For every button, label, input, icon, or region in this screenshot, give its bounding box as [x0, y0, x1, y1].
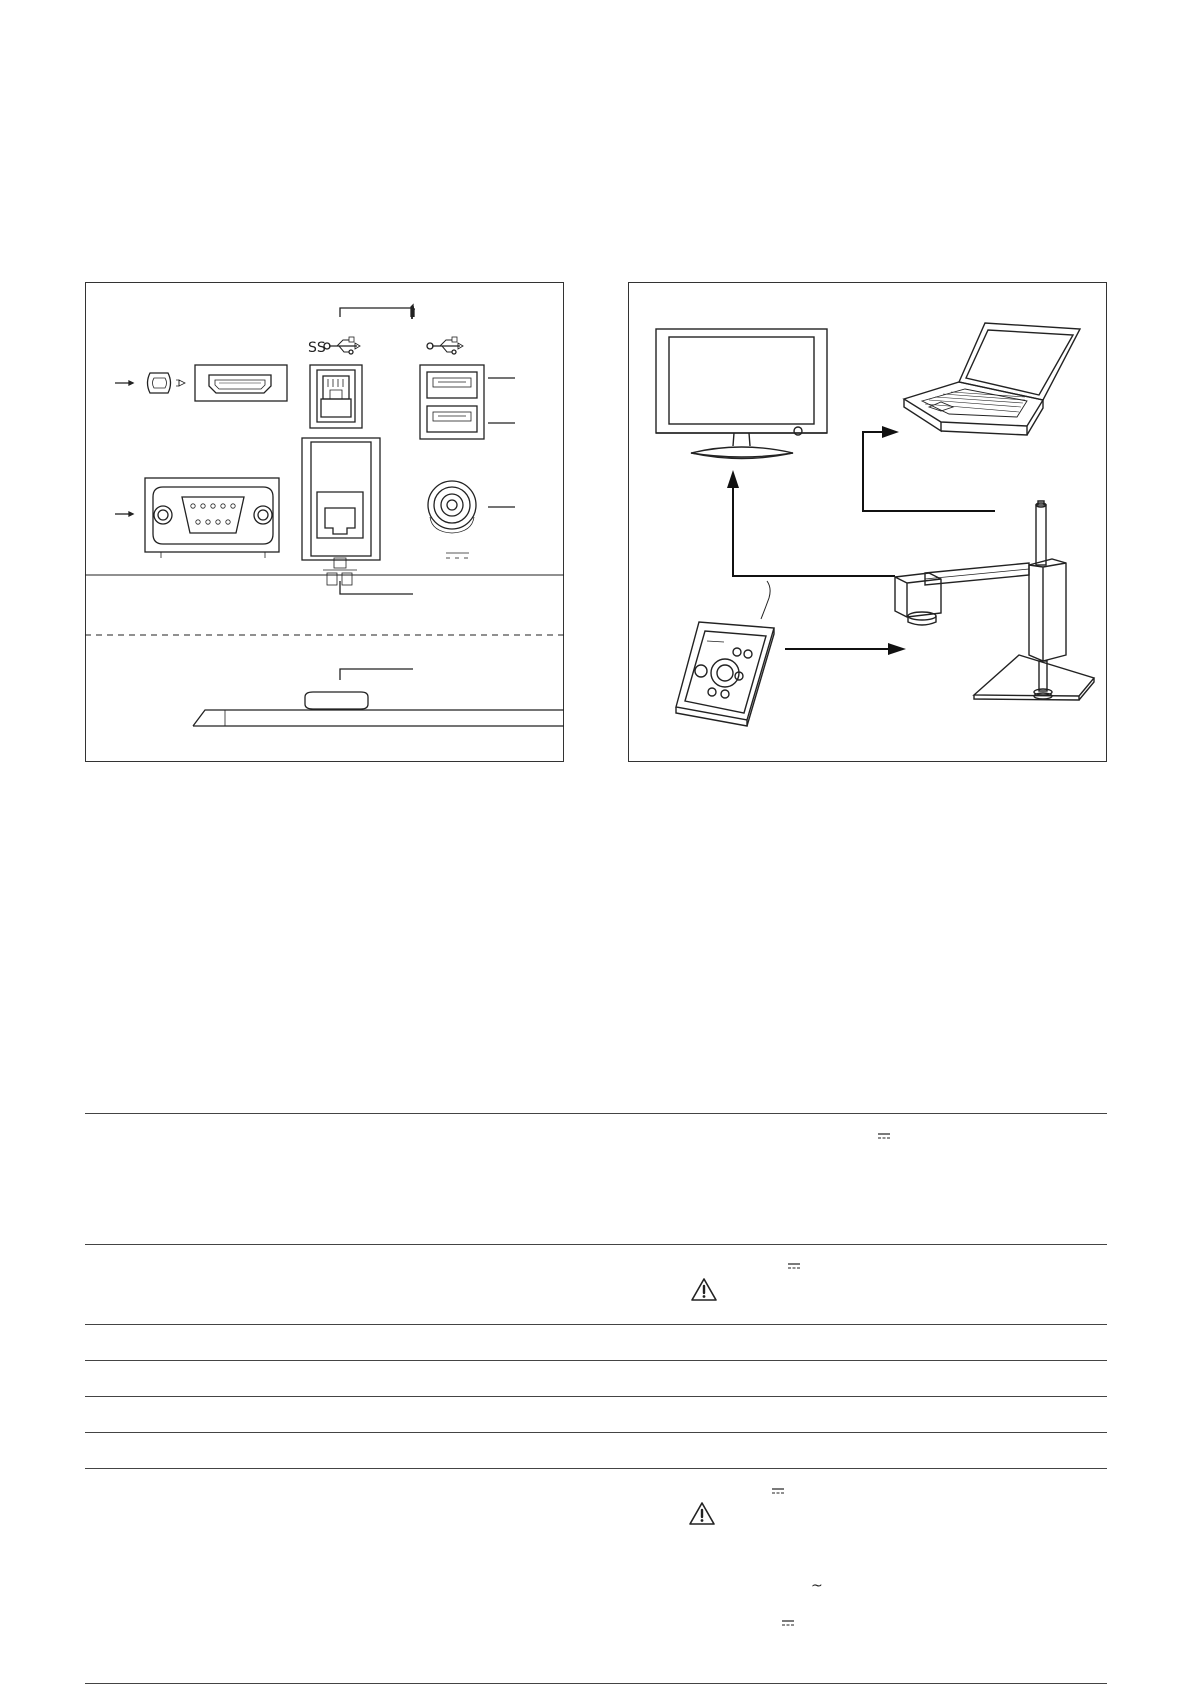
slot-cover	[193, 692, 564, 726]
arrow-head-laptop	[882, 426, 899, 438]
dc-symbol-icon	[788, 1263, 800, 1271]
ports-details	[85, 282, 564, 762]
spec-rule-bottom	[85, 1683, 1107, 1684]
dc-power-jack	[428, 481, 515, 558]
serial-port	[115, 478, 279, 558]
arrow-head-monitor	[727, 470, 739, 488]
warning-icon	[690, 1277, 718, 1303]
spec-rule-1	[85, 1113, 1107, 1114]
spec-rule-5	[85, 1396, 1107, 1397]
callout-lan	[340, 581, 413, 594]
usb2-port-pair	[420, 337, 515, 439]
hdmi-port	[115, 365, 287, 401]
spec-rule-4	[85, 1360, 1107, 1361]
control-pad-icon	[676, 581, 774, 726]
arrow-head-camera	[888, 643, 906, 655]
camera-arm-icon	[895, 501, 1094, 700]
dc-symbol-icon	[772, 1488, 784, 1496]
lan-port	[302, 438, 380, 585]
svg-text:SS: SS	[308, 340, 326, 356]
setup-drawing	[629, 283, 1105, 760]
dc-symbol-icon	[878, 1133, 890, 1141]
laptop-icon	[904, 323, 1080, 435]
ac-symbol-icon: ~	[811, 1578, 823, 1594]
arrow-camera-to-monitor	[733, 487, 895, 576]
usb3-port	[308, 337, 362, 428]
spec-rule-2	[85, 1244, 1107, 1245]
setup-panel	[628, 282, 1107, 762]
warning-icon	[688, 1501, 716, 1527]
callout-slot	[340, 669, 413, 680]
arrow-camera-to-laptop	[863, 432, 995, 511]
spec-rule-6	[85, 1432, 1107, 1433]
monitor-icon	[656, 329, 827, 459]
spec-rule-3	[85, 1324, 1107, 1325]
callout-usb3	[340, 308, 413, 317]
spec-rule-7	[85, 1468, 1107, 1469]
dc-symbol-icon	[782, 1620, 794, 1628]
